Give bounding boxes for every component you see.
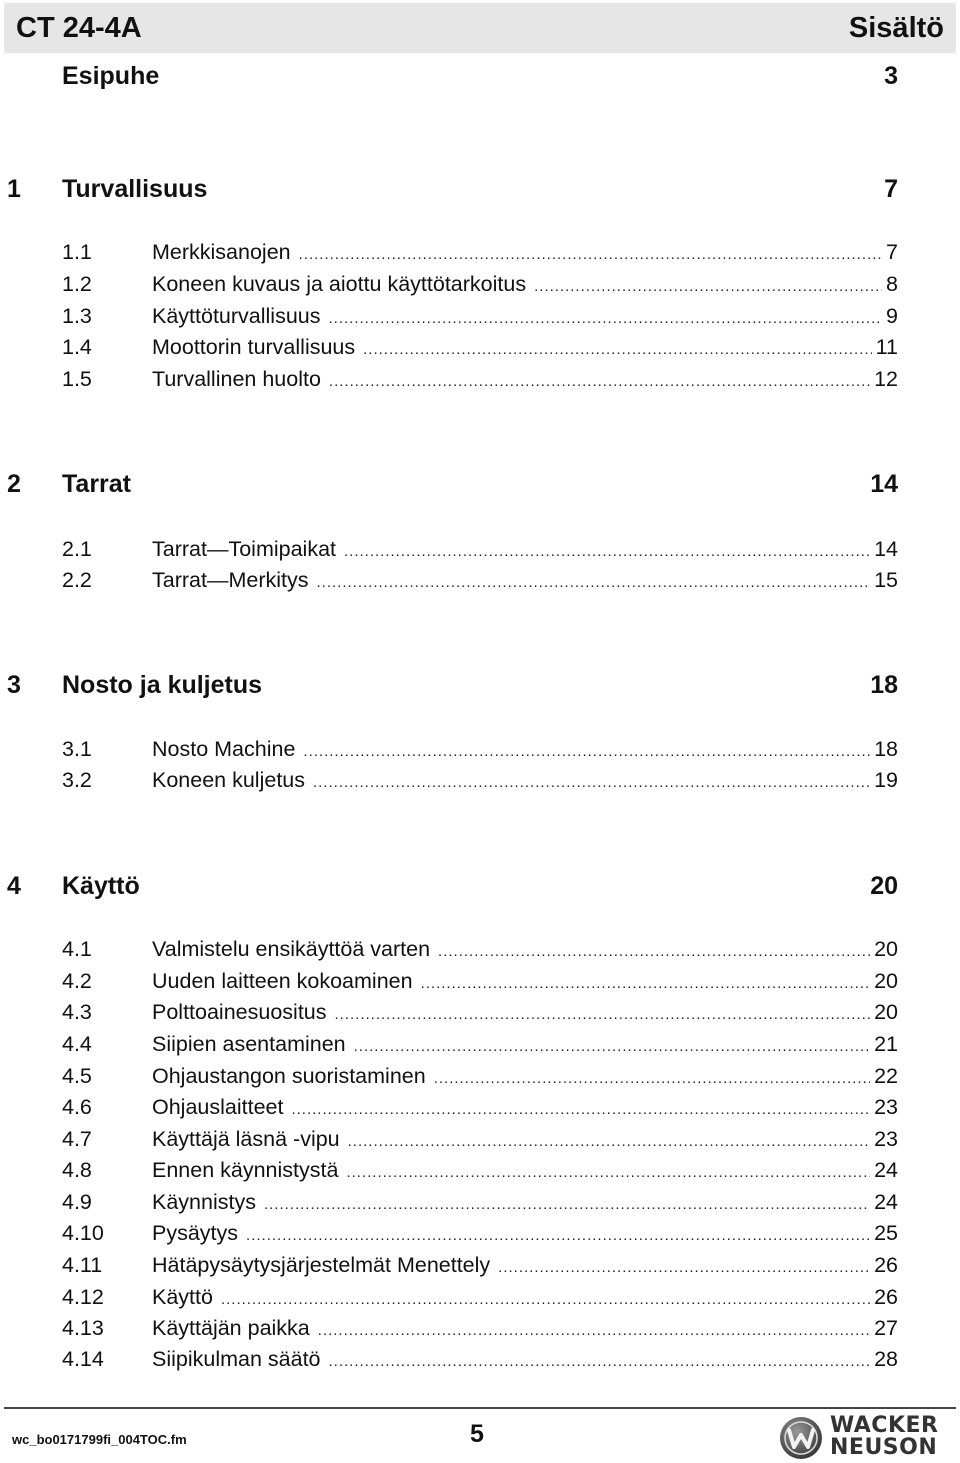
entry-number: 3.1 bbox=[62, 737, 92, 761]
toc-entry[interactable] bbox=[0, 272, 960, 302]
section-title: Sisältö bbox=[848, 12, 944, 44]
entry-title: Käyttö bbox=[152, 1285, 213, 1309]
entry-number: 4.9 bbox=[62, 1190, 92, 1214]
toc-entry[interactable] bbox=[0, 1127, 960, 1157]
dot-leader bbox=[348, 1133, 870, 1150]
entry-title: Siipikulman säätö bbox=[152, 1347, 321, 1371]
entry-page: 20 bbox=[874, 937, 898, 961]
dot-leader bbox=[264, 1196, 870, 1213]
toc-chapter-2[interactable] bbox=[0, 470, 960, 506]
chapter-title: Turvallisuus bbox=[62, 175, 208, 203]
toc-preface[interactable] bbox=[0, 62, 960, 98]
chapter-title: Käyttö bbox=[62, 872, 140, 900]
entry-number: 1.4 bbox=[62, 335, 92, 359]
entry-page: 15 bbox=[874, 568, 898, 592]
entry-title: Polttoainesuositus bbox=[152, 1000, 327, 1024]
chapter-title: Tarrat bbox=[62, 470, 132, 498]
brand-logo bbox=[778, 1413, 954, 1461]
toc-entry[interactable] bbox=[0, 1347, 960, 1377]
entry-title: Käyttäjä läsnä -vipu bbox=[152, 1127, 340, 1151]
dot-leader bbox=[318, 1322, 870, 1339]
logo-text-line2: NEUSON bbox=[830, 1435, 938, 1460]
entry-page: 21 bbox=[874, 1032, 898, 1056]
toc-entry[interactable] bbox=[0, 367, 960, 397]
entry-title: Tarrat—Toimipaikat bbox=[152, 537, 336, 561]
dot-leader bbox=[346, 1164, 870, 1181]
toc-entry[interactable] bbox=[0, 1190, 960, 1220]
toc-entry[interactable] bbox=[0, 1095, 960, 1125]
toc-entry[interactable] bbox=[0, 1064, 960, 1094]
entry-number: 4.14 bbox=[62, 1347, 104, 1371]
entry-title: Ennen käynnistystä bbox=[152, 1158, 339, 1182]
dot-leader bbox=[313, 774, 870, 791]
dot-leader bbox=[299, 246, 882, 263]
dot-leader bbox=[329, 373, 870, 390]
document-code: CT 24-4A bbox=[16, 12, 142, 44]
entry-page: 27 bbox=[874, 1316, 898, 1340]
entry-page: 25 bbox=[874, 1221, 898, 1245]
chapter-page: 14 bbox=[870, 470, 898, 498]
entry-page: 8 bbox=[886, 272, 898, 296]
dot-leader bbox=[498, 1259, 870, 1276]
entry-page: 18 bbox=[874, 737, 898, 761]
entry-page: 20 bbox=[874, 969, 898, 993]
header-bar bbox=[4, 3, 956, 53]
entry-title: Koneen kuvaus ja aiottu käyttötarkoitus bbox=[152, 272, 527, 296]
chapter-page: 18 bbox=[870, 671, 898, 699]
dot-leader bbox=[329, 310, 883, 327]
entry-number: 4.6 bbox=[62, 1095, 92, 1119]
entry-page: 7 bbox=[886, 240, 898, 264]
footer-divider bbox=[4, 1407, 956, 1409]
dot-leader bbox=[438, 943, 870, 960]
entry-number: 1.1 bbox=[62, 240, 92, 264]
entry-title: Ohjaustangon suoristaminen bbox=[152, 1064, 426, 1088]
entry-number: 4.4 bbox=[62, 1032, 92, 1056]
entry-number: 4.13 bbox=[62, 1316, 104, 1340]
entry-number: 4.3 bbox=[62, 1000, 92, 1024]
toc-entry[interactable] bbox=[0, 1253, 960, 1283]
dot-leader bbox=[291, 1101, 870, 1118]
entry-number: 4.8 bbox=[62, 1158, 92, 1182]
toc-entry[interactable] bbox=[0, 768, 960, 798]
entry-title: Käynnistys bbox=[152, 1190, 256, 1214]
entry-page: 23 bbox=[874, 1095, 898, 1119]
entry-number: 1.2 bbox=[62, 272, 92, 296]
dot-leader bbox=[316, 574, 870, 591]
toc-chapter-4[interactable] bbox=[0, 872, 960, 908]
toc-entry[interactable] bbox=[0, 304, 960, 334]
dot-leader bbox=[246, 1227, 870, 1244]
entry-page: 26 bbox=[874, 1285, 898, 1309]
entry-page: 9 bbox=[886, 304, 898, 328]
entry-page: 14 bbox=[874, 537, 898, 561]
toc-chapter-3[interactable] bbox=[0, 671, 960, 707]
entry-page: 19 bbox=[874, 768, 898, 792]
toc-entry[interactable] bbox=[0, 1221, 960, 1251]
entry-page: 26 bbox=[874, 1253, 898, 1277]
entry-page: 24 bbox=[874, 1190, 898, 1214]
dot-leader bbox=[354, 1038, 870, 1055]
toc-entry[interactable] bbox=[0, 568, 960, 598]
entry-title: Uuden laitteen kokoaminen bbox=[152, 969, 413, 993]
entry-number: 4.7 bbox=[62, 1127, 92, 1151]
entry-page: 12 bbox=[874, 367, 898, 391]
dot-leader bbox=[534, 278, 882, 295]
entry-number: 1.3 bbox=[62, 304, 92, 328]
toc-entry[interactable] bbox=[0, 1032, 960, 1062]
entry-number: 4.10 bbox=[62, 1221, 104, 1245]
entry-title: Ohjauslaitteet bbox=[152, 1095, 284, 1119]
chapter-title: Esipuhe bbox=[62, 62, 160, 90]
dot-leader bbox=[363, 341, 872, 358]
entry-number: 4.1 bbox=[62, 937, 92, 961]
entry-title: Tarrat—Merkitys bbox=[152, 568, 309, 592]
entry-number: 4.5 bbox=[62, 1064, 92, 1088]
toc-entry[interactable] bbox=[0, 1000, 960, 1030]
chapter-page: 7 bbox=[884, 175, 898, 203]
chapter-page: 20 bbox=[870, 872, 898, 900]
toc-entry[interactable] bbox=[0, 1316, 960, 1346]
dot-leader bbox=[434, 1070, 870, 1087]
entry-number: 3.2 bbox=[62, 768, 92, 792]
entry-title: Nosto Machine bbox=[152, 737, 296, 761]
entry-page: 22 bbox=[874, 1064, 898, 1088]
entry-number: 4.11 bbox=[62, 1253, 103, 1277]
dot-leader bbox=[421, 975, 871, 992]
entry-title: Moottorin turvallisuus bbox=[152, 335, 356, 359]
wacker-neuson-emblem-icon bbox=[778, 1415, 824, 1461]
toc-chapter-1[interactable] bbox=[0, 175, 960, 211]
entry-title: Koneen kuljetus bbox=[152, 768, 305, 792]
chapter-title: Nosto ja kuljetus bbox=[62, 671, 263, 699]
chapter-number: 2 bbox=[7, 470, 21, 498]
chapter-number: 3 bbox=[7, 671, 21, 699]
entry-title: Turvallinen huolto bbox=[152, 367, 321, 391]
dot-leader bbox=[329, 1353, 871, 1370]
chapter-number: 1 bbox=[7, 175, 21, 203]
toc-entry[interactable] bbox=[0, 1158, 960, 1188]
logo-text-line1: WACKER bbox=[830, 1413, 939, 1438]
entry-number: 4.12 bbox=[62, 1285, 104, 1309]
chapter-page: 3 bbox=[884, 62, 898, 90]
footer-page-number: 5 bbox=[470, 1420, 484, 1448]
entry-page: 28 bbox=[874, 1347, 898, 1371]
toc-entry[interactable] bbox=[0, 1285, 960, 1315]
dot-leader bbox=[303, 743, 870, 760]
entry-page: 23 bbox=[874, 1127, 898, 1151]
entry-number: 2.1 bbox=[62, 537, 92, 561]
toc-entry[interactable] bbox=[0, 537, 960, 567]
entry-page: 11 bbox=[875, 335, 898, 359]
entry-title: Merkkisanojen bbox=[152, 240, 291, 264]
entry-page: 24 bbox=[874, 1158, 898, 1182]
toc-entry[interactable] bbox=[0, 737, 960, 767]
chapter-number: 4 bbox=[7, 872, 21, 900]
entry-title: Siipien asentaminen bbox=[152, 1032, 346, 1056]
toc-entry[interactable] bbox=[0, 937, 960, 967]
entry-title: Käyttöturvallisuus bbox=[152, 304, 321, 328]
entry-title: Pysäytys bbox=[152, 1221, 239, 1245]
entry-number: 2.2 bbox=[62, 568, 92, 592]
footer-filename: wc_bo0171799fi_004TOC.fm bbox=[12, 1432, 187, 1447]
toc-entry[interactable] bbox=[0, 240, 960, 270]
entry-title: Käyttäjän paikka bbox=[152, 1316, 310, 1340]
entry-title: Hätäpysäytysjärjestelmät Menettely bbox=[152, 1253, 491, 1277]
entry-page: 20 bbox=[874, 1000, 898, 1024]
dot-leader bbox=[344, 543, 870, 560]
entry-title: Valmistelu ensikäyttöä varten bbox=[152, 937, 431, 961]
toc-entry[interactable] bbox=[0, 969, 960, 999]
dot-leader bbox=[335, 1006, 871, 1023]
dot-leader bbox=[221, 1291, 870, 1308]
entry-number: 1.5 bbox=[62, 367, 92, 391]
entry-number: 4.2 bbox=[62, 969, 92, 993]
toc-entry[interactable] bbox=[0, 335, 960, 365]
